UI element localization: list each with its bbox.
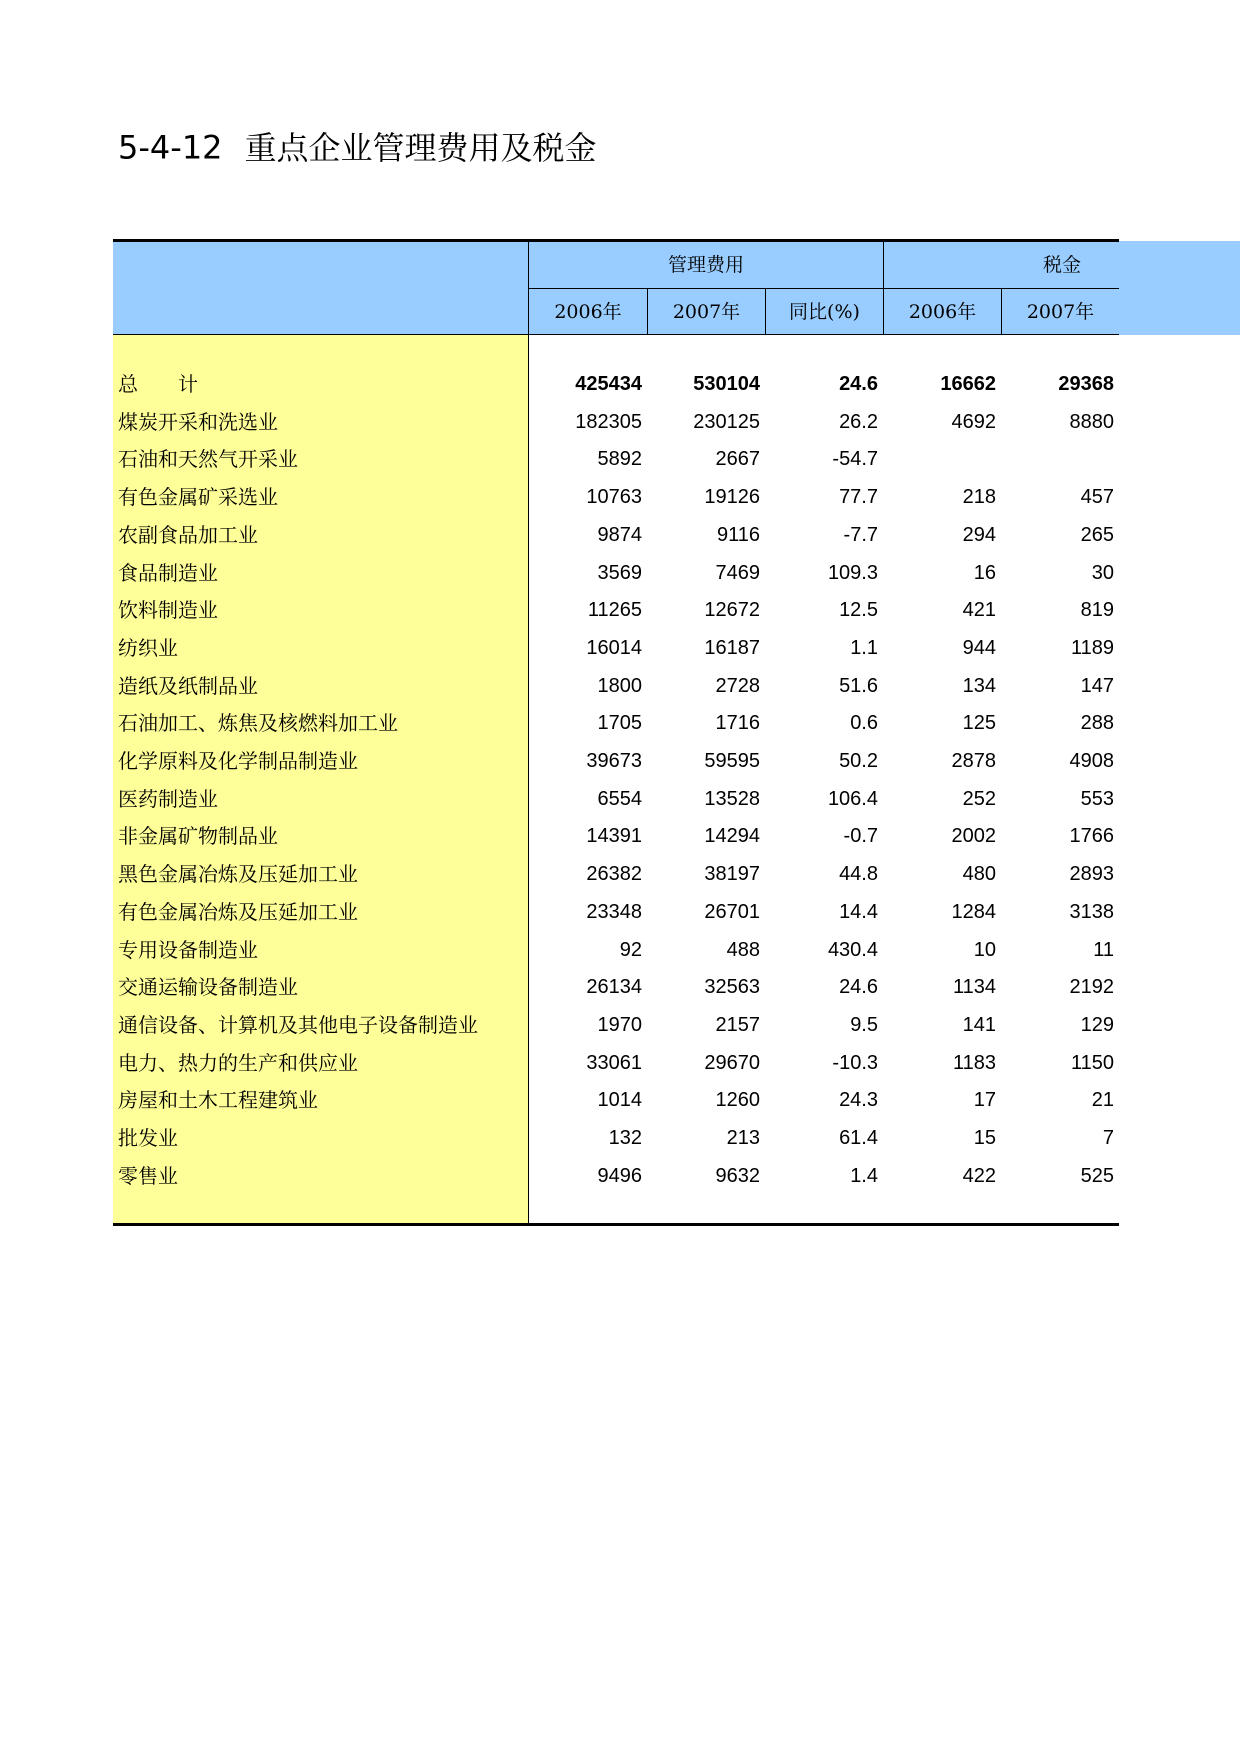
subheader-mgmt-2006: 2006年 [554, 301, 622, 323]
table-cell: 1705 [597, 712, 642, 734]
table-row [113, 1044, 1119, 1082]
table-cell: 39673 [586, 750, 642, 772]
table-cell: 553 [1080, 788, 1114, 810]
row-label: 批发业 [118, 1126, 178, 1150]
table-row [113, 478, 1119, 516]
table-cell: 1189 [1070, 637, 1114, 659]
table-cell [886, 440, 996, 478]
table-row [113, 855, 1119, 893]
table-cell: 14391 [586, 825, 642, 847]
table-row [113, 1081, 1119, 1119]
table-cell: 422 [962, 1165, 996, 1187]
table-cell: 147 [1080, 675, 1114, 697]
table-cell: 1716 [715, 712, 760, 734]
table-cell: 17 [973, 1089, 996, 1111]
table-cell: 0.6 [850, 712, 878, 734]
table-row [113, 516, 1119, 554]
table-number: 5-4-12 [118, 128, 223, 167]
row-label: 食品制造业 [118, 561, 218, 585]
table-cell: 125 [962, 712, 996, 734]
table-cell: 1260 [715, 1089, 760, 1111]
table-cell: 16187 [704, 637, 760, 659]
table-row [113, 817, 1119, 855]
table-cell: 288 [1080, 712, 1114, 734]
table-cell: 6554 [597, 788, 642, 810]
table-cell: 15 [973, 1127, 996, 1149]
row-label: 总 计 [118, 372, 198, 396]
table-cell: 8880 [1069, 411, 1114, 433]
table-cell: 26382 [586, 863, 642, 885]
row-label: 交通运输设备制造业 [118, 975, 298, 999]
subheader-mgmt-yoy: 同比(%) [789, 301, 860, 323]
table-row [113, 742, 1119, 780]
table-cell: 92 [619, 939, 642, 961]
table-cell: 525 [1080, 1165, 1114, 1187]
table-row [113, 1119, 1119, 1157]
row-label: 饮料制造业 [118, 598, 218, 622]
table-cell: 2002 [951, 825, 996, 847]
table-cell: 9496 [597, 1165, 642, 1187]
row-label: 房屋和土木工程建筑业 [118, 1088, 318, 1112]
table-cell: 3138 [1069, 901, 1114, 923]
row-label: 石油和天然气开采业 [118, 447, 298, 471]
table-cell: 11265 [587, 599, 642, 621]
table-cell: 24.6 [839, 976, 878, 998]
table-cell: 5892 [597, 448, 642, 470]
table-cell: 421 [962, 599, 996, 621]
table-cell: 230125 [693, 411, 760, 433]
header-taxes: 税金 [1042, 254, 1081, 276]
table-cell: 425434 [575, 373, 642, 395]
header-management-fees: 管理费用 [667, 254, 744, 276]
table-cell: 14.4 [839, 901, 878, 923]
bottom-rule [113, 1223, 1119, 1226]
row-label: 黑色金属冶炼及压延加工业 [118, 862, 358, 886]
row-label: 石油加工、炼焦及核燃料加工业 [118, 711, 398, 735]
table-row [113, 1006, 1119, 1044]
page-title [118, 122, 597, 172]
table-cell: 530104 [693, 373, 760, 395]
table-cell: 32563 [704, 976, 760, 998]
table-cell: 1970 [597, 1014, 642, 1036]
table-cell: 1183 [952, 1052, 996, 1074]
table-cell: 294 [962, 524, 996, 546]
table-cell: 1014 [597, 1089, 642, 1111]
table-cell: 457 [1080, 486, 1114, 508]
row-label: 农副食品加工业 [118, 523, 258, 547]
table-cell: 29670 [704, 1052, 760, 1074]
table-cell: 9.5 [850, 1014, 878, 1036]
table-cell: 106.4 [827, 788, 878, 810]
table-cell: 488 [726, 939, 760, 961]
table-cell: 2157 [715, 1014, 760, 1036]
table-cell: 2192 [1069, 976, 1114, 998]
row-label: 纺织业 [118, 636, 178, 660]
table-cell: 12.5 [839, 599, 878, 621]
table-cell: 11 [1093, 939, 1114, 961]
row-label: 医药制造业 [118, 787, 218, 811]
table-cell: 480 [962, 863, 996, 885]
table-cell: 1.1 [850, 637, 878, 659]
table-cell: 24.3 [839, 1089, 878, 1111]
table-row-total [113, 365, 1119, 403]
table-row [113, 780, 1119, 818]
table-row [113, 554, 1119, 592]
table-cell: 23348 [586, 901, 642, 923]
table-cell: 4908 [1069, 750, 1114, 772]
table-cell: 265 [1080, 524, 1114, 546]
table-cell: 9116 [716, 524, 760, 546]
table-cell: 2893 [1069, 863, 1114, 885]
table-cell: 13528 [704, 788, 760, 810]
table-cell: -7.7 [843, 524, 878, 546]
table-cell: 61.4 [839, 1127, 878, 1149]
table-row [113, 893, 1119, 931]
table-cell: 819 [1080, 599, 1114, 621]
table-title: 重点企业管理费用及税金 [244, 128, 597, 167]
table-cell: 182305 [575, 411, 642, 433]
table-cell: 213 [726, 1127, 760, 1149]
table-cell: 1134 [952, 976, 996, 998]
table-cell: 26134 [586, 976, 642, 998]
table-row [113, 403, 1119, 441]
table-cell: 109.3 [827, 562, 878, 584]
table-cell: 26701 [704, 901, 760, 923]
table-row [113, 667, 1119, 705]
table-row [113, 629, 1119, 667]
table-cell: 10763 [586, 486, 642, 508]
row-label: 造纸及纸制品业 [118, 674, 258, 698]
table-cell [1004, 440, 1114, 478]
table-cell: 9874 [597, 524, 642, 546]
table-cell: 1766 [1069, 825, 1114, 847]
subheader-mgmt-2007: 2007年 [672, 301, 741, 323]
table-cell: -0.7 [843, 825, 878, 847]
table-cell: 19126 [704, 486, 760, 508]
table-cell: 59595 [704, 750, 760, 772]
table-row [113, 591, 1119, 629]
row-label: 煤炭开采和洗选业 [118, 410, 278, 434]
row-label: 有色金属矿采选业 [118, 485, 278, 509]
table-cell: 29368 [1058, 373, 1114, 395]
table-row [113, 704, 1119, 742]
row-label: 专用设备制造业 [118, 938, 258, 962]
table-cell: 2667 [715, 448, 760, 470]
table-cell: 12672 [704, 599, 760, 621]
table-cell: 24.6 [839, 373, 878, 395]
row-label: 化学原料及化学制品制造业 [118, 749, 358, 773]
table-cell: 30 [1091, 562, 1114, 584]
table-cell: 16014 [586, 637, 642, 659]
table-cell: 44.8 [839, 863, 878, 885]
table-cell: 218 [962, 486, 996, 508]
table-cell: 16 [973, 562, 996, 584]
table-cell: 2728 [715, 675, 760, 697]
table-cell: 51.6 [839, 675, 878, 697]
table-row [113, 968, 1119, 1006]
table-cell: 2878 [951, 750, 996, 772]
table-cell: 9632 [715, 1165, 760, 1187]
table-cell: 33061 [586, 1052, 642, 1074]
table-cell: 430.4 [827, 939, 878, 961]
table-cell: 7469 [715, 562, 760, 584]
table-cell: 7 [1102, 1127, 1114, 1149]
table-cell: 50.2 [839, 750, 878, 772]
table-cell: 16662 [940, 373, 996, 395]
table-cell: 1.4 [850, 1165, 878, 1187]
table-cell: 4692 [951, 411, 996, 433]
table-row [113, 1157, 1119, 1195]
table-cell: 1284 [951, 901, 996, 923]
table-row [113, 931, 1119, 969]
table-cell: 10 [973, 939, 996, 961]
table-cell: 1150 [1070, 1052, 1114, 1074]
table-cell: 944 [962, 637, 996, 659]
table-cell: 134 [962, 675, 996, 697]
table-cell: 3569 [597, 562, 642, 584]
table-cell: 26.2 [839, 411, 878, 433]
table-cell: 132 [608, 1127, 642, 1149]
table-row [113, 440, 1119, 478]
row-label: 电力、热力的生产和供应业 [118, 1051, 358, 1075]
table-cell: 77.7 [839, 486, 878, 508]
subheader-tax-2007: 2007年 [1026, 301, 1095, 323]
table-cell: 141 [962, 1014, 996, 1036]
table-cell: 14294 [704, 825, 760, 847]
table-cell: 38197 [704, 863, 760, 885]
row-label: 非金属矿物制品业 [118, 824, 278, 848]
row-label: 有色金属冶炼及压延加工业 [118, 900, 358, 924]
table-cell: 252 [962, 788, 996, 810]
row-label: 通信设备、计算机及其他电子设备制造业 [118, 1013, 478, 1037]
table-cell: -54.7 [832, 448, 878, 470]
table-cell: -10.3 [832, 1052, 878, 1074]
row-label: 零售业 [118, 1164, 178, 1188]
subheader-tax-2006: 2006年 [908, 301, 977, 323]
table-cell: 129 [1080, 1014, 1114, 1036]
table-cell: 1800 [597, 675, 642, 697]
table-cell: 21 [1091, 1089, 1114, 1111]
